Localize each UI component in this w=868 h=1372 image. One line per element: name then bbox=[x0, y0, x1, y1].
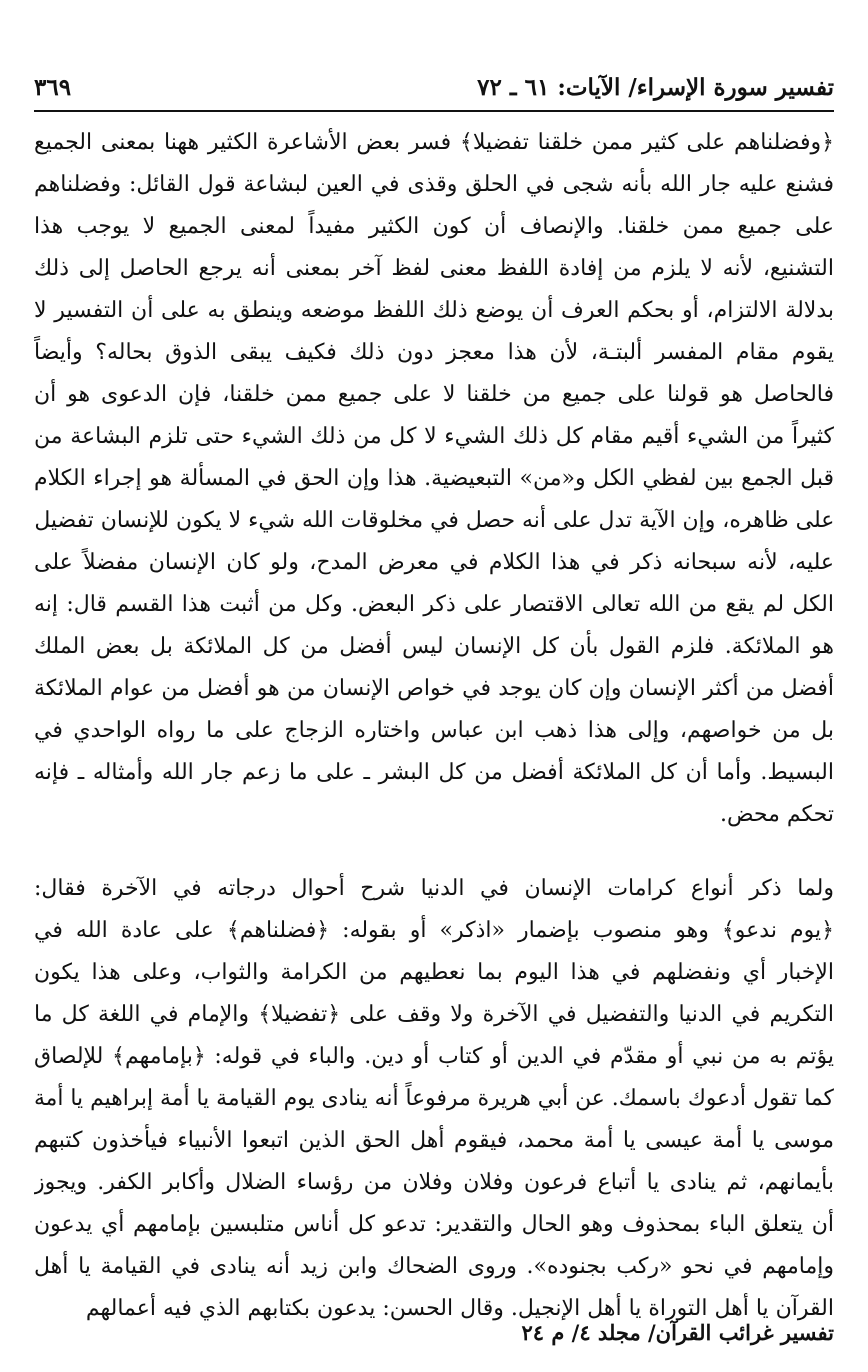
text-line: موسى يا أمة عيسى يا أمة محمد، فيقوم أهل الحق الذين اتبعوا الأنبياء فيأخذون كتبهم bbox=[34, 1128, 834, 1153]
text-line: القرآن يا أهل التوراة يا أهل الإنجيل. وقال الحسن: يدعون بكتابهم الذي فيه أعمالهم bbox=[85, 1296, 834, 1321]
text-line: على ظاهره، وإن الآية تدل على أنه حصل في مخلوقات الله شيء لا يكون للإنسان تفضيل bbox=[34, 508, 834, 533]
text-line: الكل لم يقع من الله تعالى الاقتصار على ذكر البعض. وكل من أثبت هذا القسم قال: إنه bbox=[34, 592, 834, 617]
text-line: بأيمانهم، ثم ينادى يا أتباع فرعون وفلان وفلان من رؤساء الضلال وأكابر الكفر. ويجوز bbox=[34, 1170, 834, 1195]
paragraph bbox=[34, 868, 834, 1330]
text-line: أفضل من أكثر الإنسان وإن كان يوجد في خواص الإنسان من هو أفضل من عوام الملائكة bbox=[34, 676, 834, 701]
text-line: على جميع ممن خلقنا. والإنصاف أن كون الكثير مفيداً لمعنى الجميع لا يوجب هذا bbox=[34, 214, 834, 239]
text-line: عليه، لأنه سبحانه ذكر في هذا الكلام في معرض المدح، ولو كان الإنسان مفضلاً على bbox=[34, 550, 834, 575]
text-line: البسيط. وأما أن كل الملائكة أفضل من كل البشر ـ على ما زعم جار الله وأمثاله ـ فإنه bbox=[34, 760, 834, 785]
text-line: ﴿وفضلناهم على كثير ممن خلقنا تفضيلا﴾ فسر بعض الأشاعرة الكثير ههنا بمعنى الجميع bbox=[34, 130, 834, 155]
paragraph-gap bbox=[34, 836, 834, 868]
text-line: وإمامهم في نحو «ركب بجنوده». وروى الضحاك وابن زيد أنه ينادى في القيامة يا أهل bbox=[34, 1254, 834, 1279]
page-number: ٣٦٩ bbox=[34, 74, 72, 101]
text-line: يقوم مقام المفسر ألبتـة، لأن هذا معجز دون ذلك فكيف يبقى الذوق بحاله؟ وأيضاً bbox=[34, 340, 834, 365]
text-line: التكريم في الدنيا والتفضيل في الآخرة ولا وقف على ﴿تفضيلا﴾ والإمام في اللغة كل ما bbox=[34, 1002, 834, 1027]
page-header bbox=[34, 70, 834, 112]
text-line: قبل الجمع بين لفظي الكل و«من» التبعيضية. هذا وإن الحق في المسألة هو إجراء الكلام bbox=[34, 466, 834, 491]
text-line: فشنع عليه جار الله بأنه شجى في الحلق وقذى في العين لبشاعة قول القائل: وفضلناهم bbox=[34, 172, 834, 197]
body-text bbox=[34, 122, 834, 1330]
text-line: الإخبار أي ونفضلهم في هذا اليوم بما نعطيهم من الكرامة والثواب، وعلى هذا يكون bbox=[34, 960, 834, 985]
running-title: تفسير سورة الإسراء/ الآيات: ٦١ ـ ٧٢ bbox=[477, 74, 834, 101]
text-line: بدلالة الالتزام، أو بحكم العرف أن يوضع ذلك اللفظ موضعه وينطق به على أن التفسير لا bbox=[34, 298, 834, 323]
signature-line: تفسير غرائب القرآن/ مجلد ٤/ م ٢٤ bbox=[521, 1320, 834, 1345]
text-line: يؤتم به من نبي أو مقدّم في الدين أو كتاب أو دين. والباء في قوله: ﴿بإمامهم﴾ للإلصاق bbox=[34, 1044, 834, 1069]
text-line: فالحاصل هو قولنا على جميع من خلقنا لا على جميع ممن خلقنا، فإن الدعوى هو أن bbox=[34, 382, 834, 407]
paragraph bbox=[34, 122, 834, 836]
text-line: هو الملائكة. فلزم القول بأن كل الإنسان ليس أفضل من كل الملائكة بل بعض الملك bbox=[34, 634, 834, 659]
text-line: بل من خواصهم، وإلى هذا ذهب ابن عباس واختاره الزجاج على ما رواه الواحدي في bbox=[34, 718, 834, 743]
text-line: ﴿يوم ندعو﴾ وهو منصوب بإضمار «اذكر» أو بقوله: ﴿فضلناهم﴾ على عادة الله في bbox=[34, 918, 834, 943]
text-line: التشنيع، لأنه لا يلزم من إفادة اللفظ معنى لفظ آخر بمعنى أنه يرجع الحاصل إلى ذلك bbox=[34, 256, 834, 281]
text-line: كما تقول أدعوك باسمك. عن أبي هريرة مرفوعاً أنه ينادى يوم القيامة يا أمة إبراهيم يا أمة bbox=[34, 1086, 834, 1111]
text-line: أن يتعلق الباء بمحذوف وهو الحال والتقدير: تدعو كل أناس متلبسين بإمامهم أي يدعون bbox=[34, 1212, 834, 1237]
text-line: كثيراً من الشيء أقيم مقام كل ذلك الشيء لا كل من ذلك الشيء حتى تلزم البشاعة من bbox=[34, 424, 834, 449]
text-line: تحكم محض. bbox=[719, 802, 834, 827]
text-line: ولما ذكر أنواع كرامات الإنسان في الدنيا شرح أحوال درجاته في الآخرة فقال: bbox=[34, 876, 834, 901]
